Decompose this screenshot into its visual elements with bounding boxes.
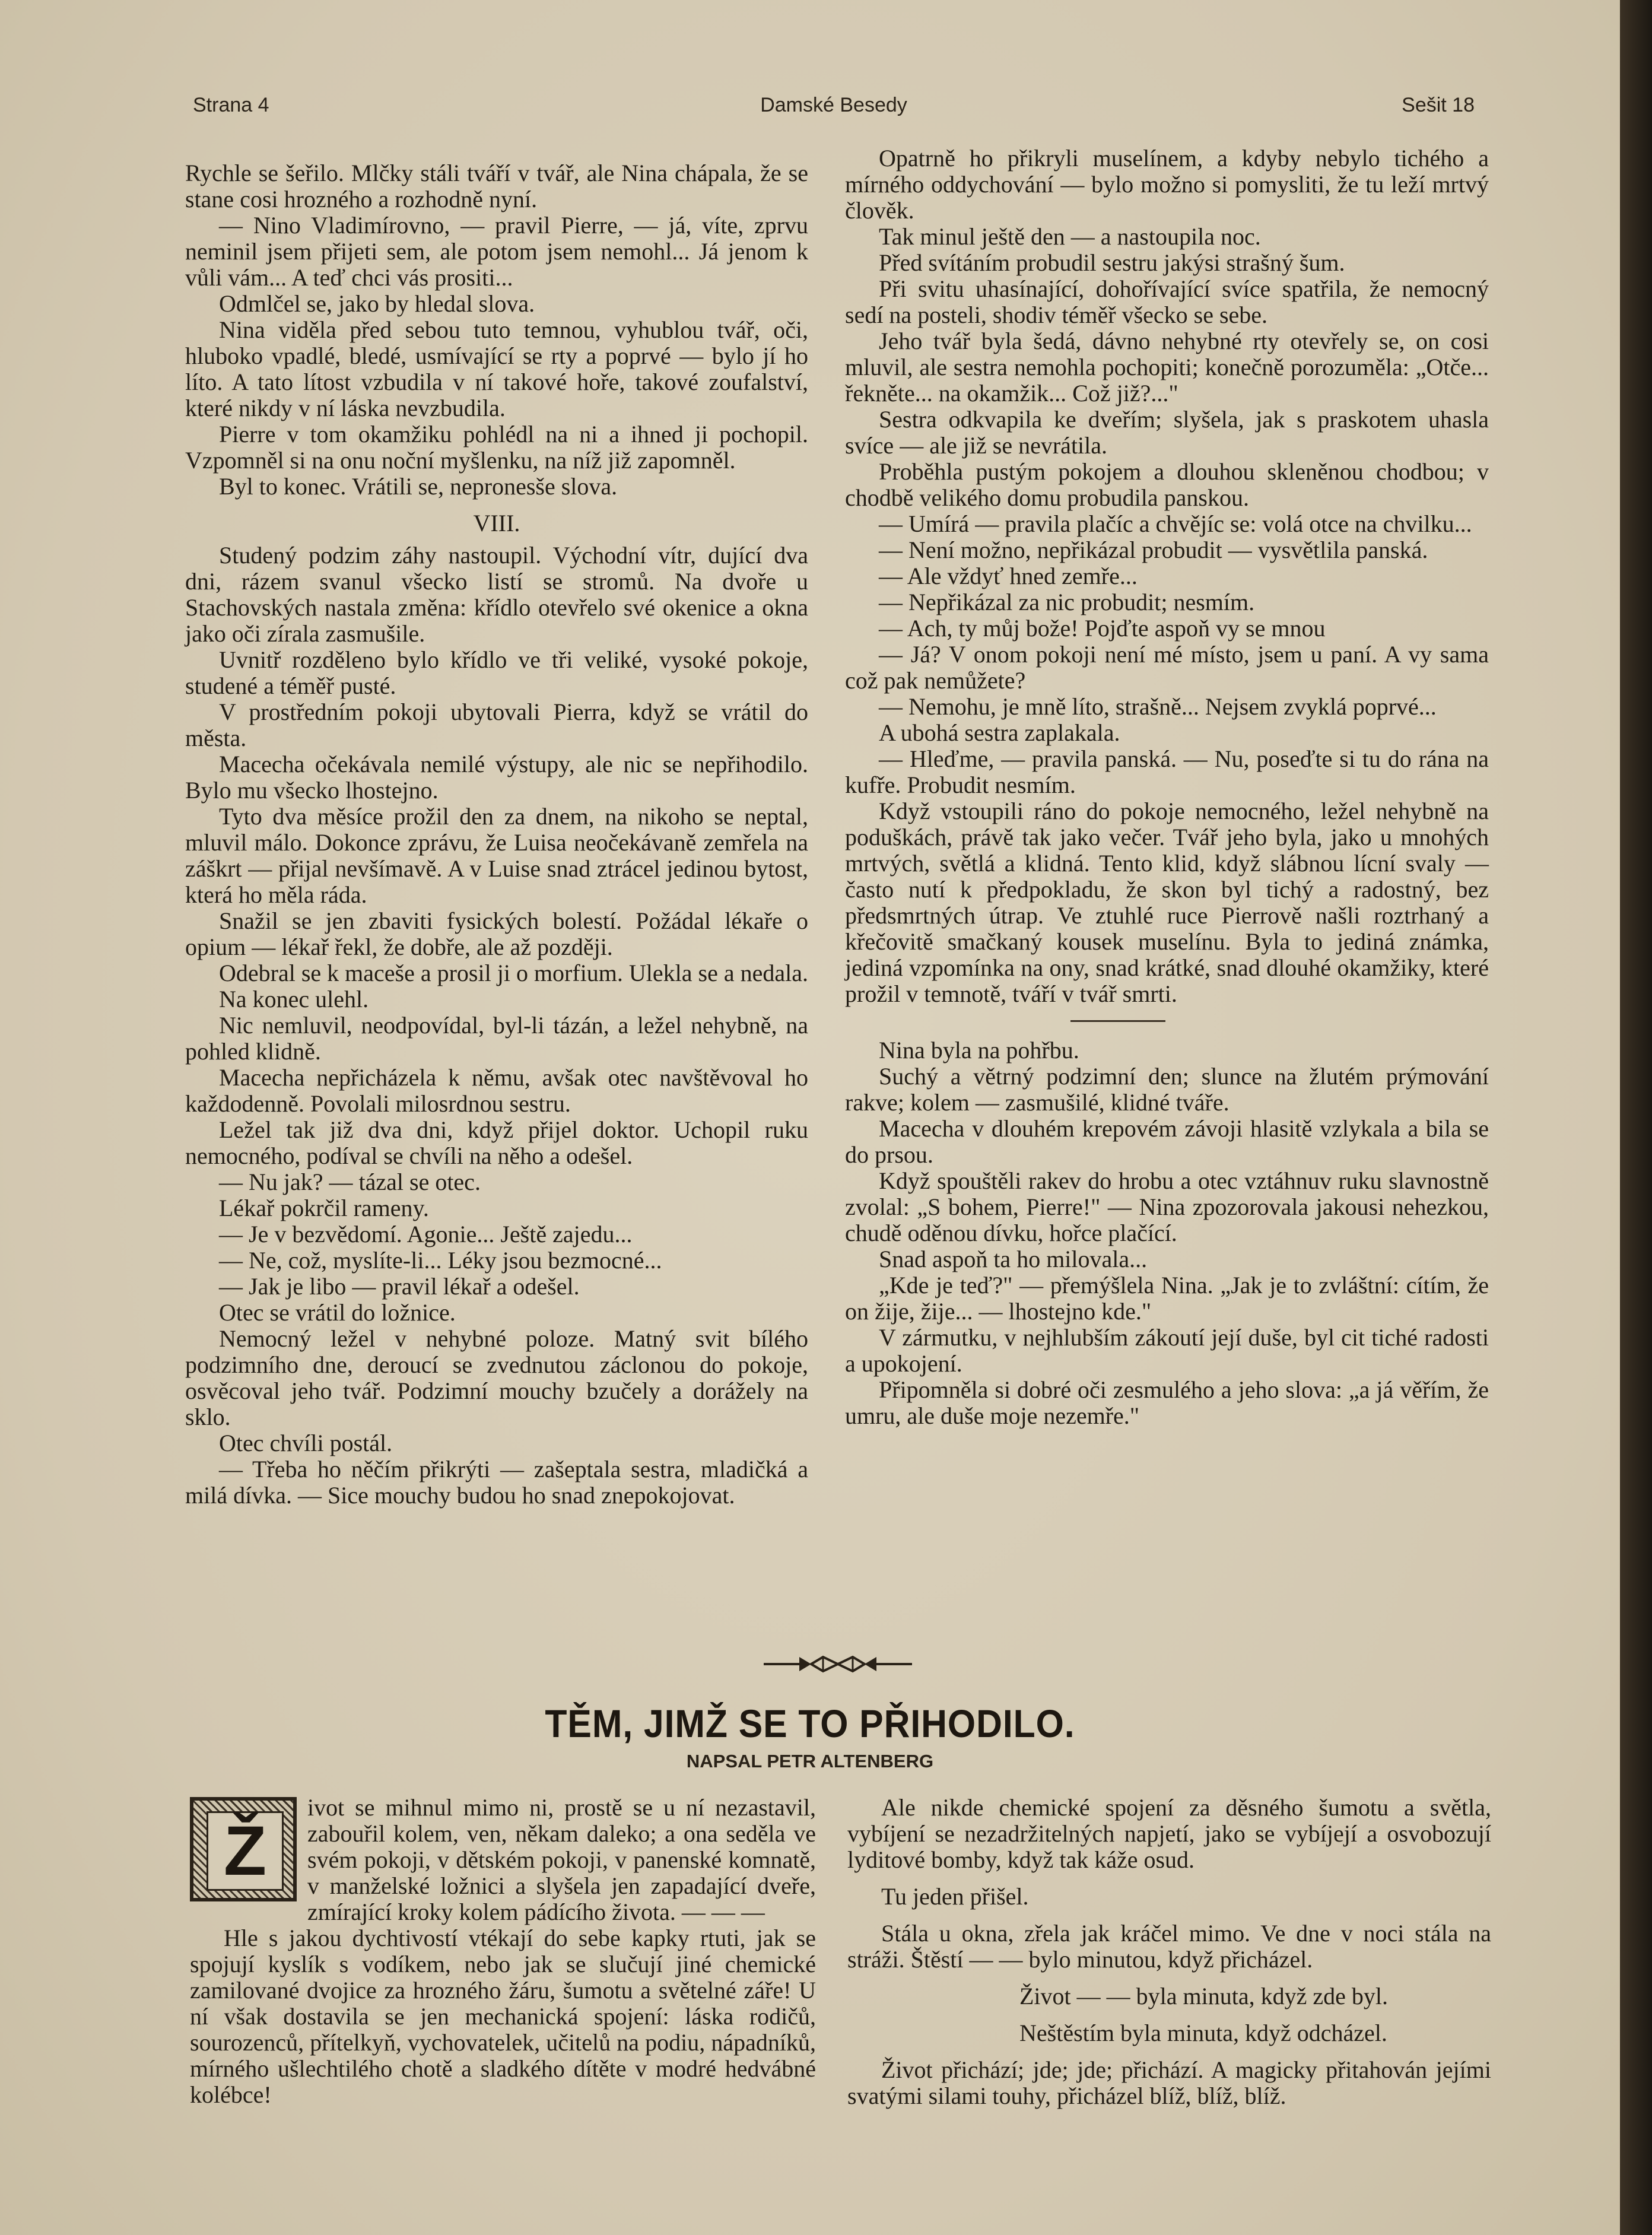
paragraph: — Nepřikázal za nic probudit; nesmím. [879,589,1255,615]
paragraph: Macecha očekávala nemilé výstupy, ale nic se nepřihodilo. Bylo mu všecko lhostejno. [185,751,808,804]
paragraph: Při svitu uhasínající, dohořívající svíce spatřila, že nemocný sedí na posteli, shodiv téměř všecko se sebe. [845,275,1489,328]
paragraph: — Jak je libo — pravil lékař a odešel. [219,1273,580,1300]
paragraph: — Je v bezvědomí. Agonie... Ještě zajedu... [219,1221,633,1247]
paragraph: Nina byla na pohřbu. [879,1037,1079,1063]
article-title: TĚM, JIMŽ SE TO PŘIHODILO. [545,1701,1075,1745]
page-number: Strana 4 [193,94,269,116]
section-divider [1070,1020,1165,1022]
issue-number: Sešit 18 [1402,94,1475,116]
paragraph: Tak minul ještě den — a nastoupila noc. [879,223,1261,250]
paragraph: Život přichází; jde; jde; přichází. A magicky přitahován jejími svatými silami touhy, přicházel blíž, blíž, blíž. [847,2056,1491,2109]
paragraph: Pierre v tom okamžiku pohlédl na ni a ihned ji pochopil. Vzpomněl si na onu noční myšlenku, na níž již zapomněl. [185,421,808,474]
paragraph: Otec se vrátil do ložnice. [219,1299,456,1326]
paragraph: Před svítáním probudil sestru jakýsi strašný šum. [879,249,1345,276]
paragraph: — Já? V onom pokoji není mé místo, jsem u paní. A vy sama což pak nemůžete? [845,641,1489,694]
paragraph: Byl to konec. Vrátili se, nepronesše slova. [219,473,618,500]
paragraph: Suchý a větrný podzimní den; slunce na žlutém prýmování rakve; kolem — zasmušilé, klidné tváře. [845,1063,1489,1116]
drop-cap [190,1797,297,1901]
article-left-column [190,1795,816,2108]
paragraph: Uvnitř rozděleno bylo křídlo ve tři veliké, vysoké pokoje, studené a téměř pusté. [185,646,808,699]
paragraph: A ubohá sestra zaplakala. [879,719,1120,746]
paragraph: Rychle se šeřilo. Mlčky stáli tváří v tvář, ale Nina chápala, že se stane cosi hrozného a rozhodně nyní. [185,160,808,212]
paragraph: — Není možno, nepřikázal probudit — vysvětlila panská. [879,536,1428,563]
paragraph: Nina viděla před sebou tuto temnou, vyhublou tvář, oči, hluboko vpadlé, bledé, usmívající se rty a poprvé — bylo jí ho líto. A tato lítost vzbudila v ní takové hoře, takové zoufalství, které nikdy v ní láska nevzbudila. [185,316,808,421]
journal-title: Damské Besedy [760,94,907,116]
paragraph: Tu jeden přišel. [881,1883,1029,1910]
paragraph: Stála u okna, zřela jak kráčel mimo. Ve dne v noci stála na stráži. Štěstí — — bylo minutou, když přicházel. [847,1920,1491,1973]
paragraph: Snažil se jen zbaviti fysických bolestí. Požádal lékaře o opium — lékař řekl, že dobře, ale až později. [185,907,808,960]
paragraph: — Umírá — pravila plačíc a chvějíc se: volá otce na chvilku... [879,510,1472,537]
section-heading: VIII. [473,510,520,536]
paragraph: — Ne, což, myslíte-li... Léky jsou bezmocné... [219,1247,662,1274]
paragraph: V prostředním pokoji ubytovali Pierra, když se vrátil do města. [185,699,808,751]
page-binding-edge [1620,0,1652,2235]
paragraph: Připomněla si dobré oči zesmulého a jeho slova: „a já věřím, že umru, ale duše moje nezemře." [845,1376,1489,1429]
page-header [193,94,1475,129]
paragraph: Proběhla pustým pokojem a dlouhou skleněnou chodbou; v chodbě velikého domu probudila panskou. [845,458,1489,511]
paragraph: Lékař pokrčil rameny. [219,1195,429,1221]
paragraph: — Třeba ho něčím přikrýti — zašeptala sestra, mladičká a milá dívka. — Sice mouchy budou ho snad znepokojovat. [185,1456,808,1509]
paragraph: Macecha v dlouhém krepovém závoji hlasitě vzlykala a bila se do prsou. [845,1115,1489,1168]
paragraph: Když spouštěli rakev do hrobu a otec vztáhnuv ruku slavnostně zvolal: „S bohem, Pierre!" — Nina zpozorovala jakousi nehezkou, chudě oděnou dívku, hořce plačící. [845,1167,1489,1246]
paragraph: — Nino Vladimírovno, — pravil Pierre, — já, víte, zprvu neminil jsem přijeti sem, ale potom jsem nemohl... Já jenom k vůli vám... A teď chci vás prositi... [185,212,808,291]
paragraph: Nemocný ležel v nehybné poloze. Matný svit bílého podzimního dne, deroucí se zvednutou záclonou do pokoje, osvěcoval jeho tvář. Podzimní mouchy bzučely a dorážely na sklo. [185,1325,808,1430]
paragraph: Ležel tak již dva dni, když přijel doktor. Uchopil ruku nemocného, podíval se chvíli na něho a odešel. [185,1116,808,1169]
paragraph: Macecha nepřicházela k němu, avšak otec navštěvoval ho každodenně. Povolali milosrdnou sestru. [185,1064,808,1117]
drop-cap-letter: Ž [206,1811,284,1891]
paragraph: Život — — byla minuta, když zde byl. [1019,1983,1388,2009]
paragraph: Studený podzim záhy nastoupil. Východní vítr, dující dva dni, rázem svanul všecko listí se stromů. Na dvoře u Stachovských nastala změna: křídlo otevřelo své okenice a okna jako oči zírala zasmušile. [185,542,808,647]
paragraph: „Kde je teď?" — přemýšlela Nina. „Jak je to zvláštní: cítím, že on žije, žije... — lhostejno kde." [845,1272,1489,1325]
paragraph: Neštěstím byla minuta, když odcházel. [1019,2020,1387,2046]
paragraph: Sestra odkvapila ke dveřím; slyšela, jak s praskotem uhasla svíce — ale již se nevrátila. [845,406,1489,459]
paragraph: Tyto dva měsíce prožil den za dnem, na nikoho se neptal, mluvil málo. Dokonce zprávu, že Luisa neočekávaně zemřela na záškrt — přijal nevšímavě. A v Luise snad ztrácel jedinou bytost, která ho měla ráda. [185,803,808,908]
paragraph: V zármutku, v nejhlubším zákoutí její duše, byl cit tiché radosti a upokojení. [845,1324,1489,1377]
ornament-divider [764,1652,912,1676]
paragraph: — Hleďme, — pravila panská. — Nu, poseďte si tu do rána na kufře. Probudit nesmím. [845,745,1489,798]
article-right-column [847,1795,1491,2109]
paragraph: Ale nikde chemické spojení za děsného šumotu a světla, vybíjení se nezadržitelných napjetí, jako se vybíjejí a osvobozují lyditové bomby, když tak káže osud. [847,1794,1491,1873]
paragraph: Hle s jakou dychtivostí vtékají do sebe kapky rtuti, jak se spojují kyslík s vodíkem, nebo jak se slučují jiné chemické zamilované dvojice za hrozného žáru, šumotu a světelné záře! U ní však dostavila se jen mechanická spojení: láska rodičů, sourozenců, přítelkyň, vychovatelek, učitelů na podiu, nápadníků, mírného ušlechtilého chotě a sladkého dítěte v modré hedvábné kolébce! [190,1925,816,2108]
paragraph: Nic nemluvil, neodpovídal, byl-li tázán, a ležel nehybně, na pohled klidně. [185,1012,808,1065]
paragraph: Otec chvíli postál. [219,1430,393,1456]
paragraph: Opatrně ho přikryli muselínem, a kdyby nebylo tichého a mírného oddychování — bylo možno si pomysliti, že tu leží mrtvý člověk. [845,145,1489,224]
paragraph: Jeho tvář byla šedá, dávno nehybné rty otevřely se, on cosi mluvil, ale sestra nemohla pochopiti; konečně porozuměla: „Otče... řekněte... na okamžik... Což již?..." [845,328,1489,407]
story-left-column [185,160,808,1509]
paragraph: Snad aspoň ta ho milovala... [879,1246,1148,1272]
paragraph: — Nemohu, je mně líto, strašně... Nejsem zvyklá poprvé... [879,693,1437,720]
paragraph: — Ale vždyť hned zemře... [879,563,1138,589]
story-right-column [845,145,1489,1429]
article-byline: NAPSAL PETR ALTENBERG [686,1751,934,1772]
paragraph: Na konec ulehl. [219,986,369,1012]
paragraph: ivot se mihnul mimo ni, prostě se u ní nezastavil, zabouřil kolem, ven, někam daleko; a ona seděla ve svém pokoji, v dětském pokoji, v panenské komnatě, v manželské ložnici a slyšela jen zapadající dveře, zmírající kroky kolem pádícího života. — — — [307,1794,816,1925]
paragraph: Odmlčel se, jako by hledal slova. [219,290,535,317]
paragraph: — Ach, ty můj bože! Pojďte aspoň vy se mnou [879,615,1326,642]
paragraph: Odebral se k maceše a prosil ji o morfium. Ulekla se a nedala. [219,960,808,986]
paragraph: — Nu jak? — tázal se otec. [219,1169,481,1195]
paragraph: Když vstoupili ráno do pokoje nemocného, ležel nehybně na poduškách, právě tak jako večer. Tvář jeho byla, jako u mnohých mrtvých, světlá a klidná. Tento klid, když slábnou lícní svaly — často nutí k předpokladu, že skon byl tichý a radostný, bez předsmrtných útrap. Ve ztuhlé ruce Pierrově našli roztrhaný a křečovitě smačkaný kousek muselínu. Byla to jediná známka, jediná vzpomínka na ony, snad krátké, snad dlouhé okamžiky, které prožil v temnotě, tváří v tvář smrti. [845,798,1489,1007]
